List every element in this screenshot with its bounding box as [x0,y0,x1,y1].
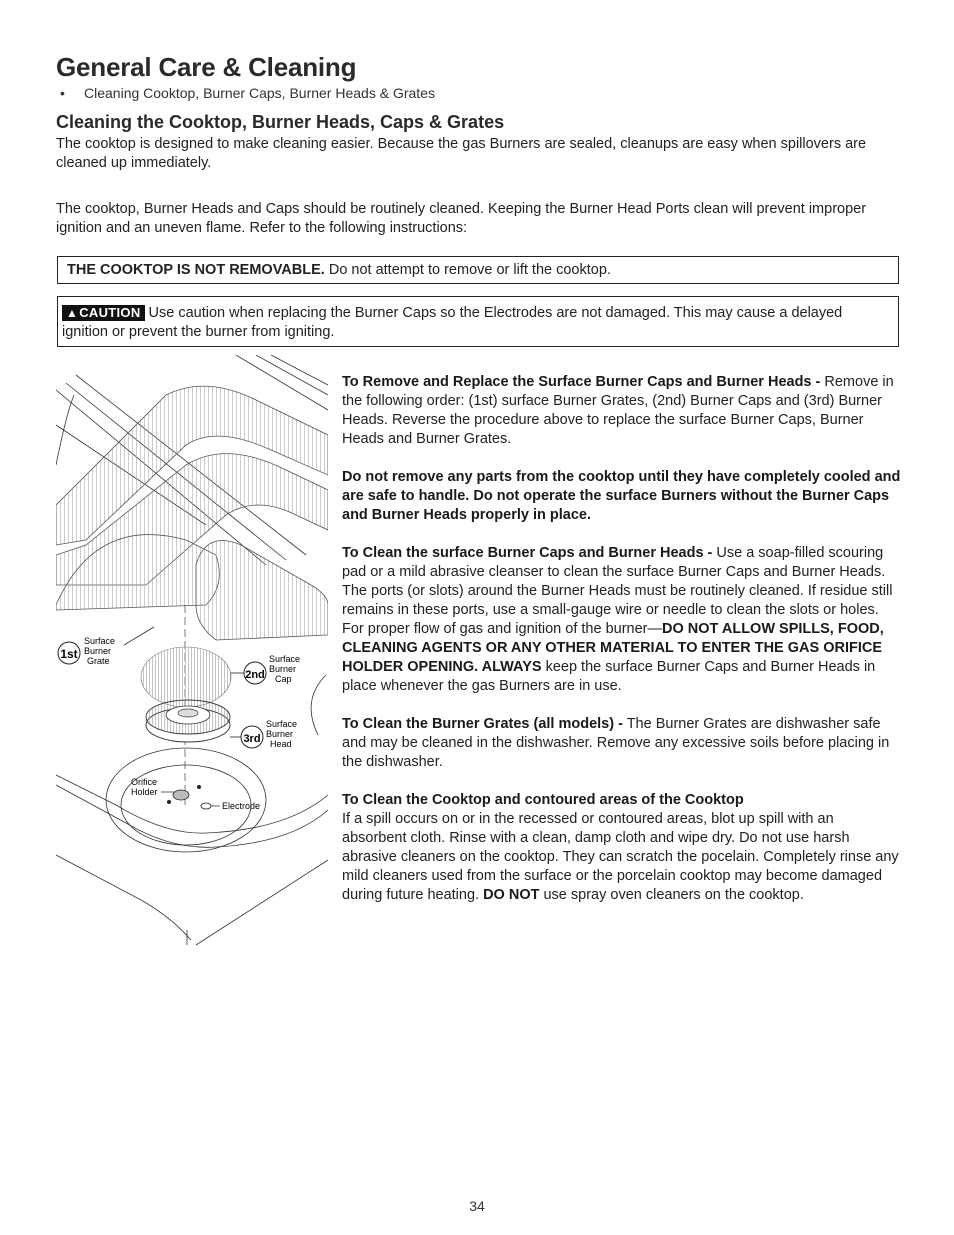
grate-label-2: Burner [84,646,112,656]
caution-notice [57,296,899,347]
clean-cooktop-bold: DO NOT [483,887,540,903]
step-3-label: 3rd [243,733,261,745]
section-title: Cleaning the Cooktop, Burner Heads, Caps & Grates [56,112,505,132]
remove-replace-paragraph [342,373,902,449]
routine-paragraph: The cooktop, Burner Heads and Caps should be routinely cleaned. Keeping the Burner Head Ports clean will prevent improper ignition and an uneven flame. Refer to the following instructions: [56,201,867,236]
orifice-holder [173,790,189,800]
topic-bullet [60,85,435,101]
step-2-label: 2nd [245,669,265,681]
head-label-1: Surface [266,719,298,729]
notice-bold: THE COOKTOP IS NOT REMOVABLE. [67,262,325,278]
clean-caps-bold: DO NOT ALLOW SPILLS, FOOD, CLEANING AGENTS OR ANY OTHER MATERIAL TO ENTER THE GAS ORIFICE HOLDER OPENING. ALWAYS [342,621,884,675]
clean-grates-text: The Burner Grates are dishwasher safe and may be cleaned in the dishwasher. Remove any excessive soils before placing in the dishwasher. [342,716,890,770]
clean-cooktop-title: To Clean the Cooktop and contoured areas of the Cooktop [342,792,744,808]
clean-cooktop-tail: use spray oven cleaners on the cooktop. [539,887,804,903]
step-1-label: 1st [60,647,78,661]
cap-label-1: Surface [269,654,301,664]
clean-grates-paragraph [342,715,902,772]
not-removable-notice [57,256,899,284]
warning-triangle-icon: ▲ [66,306,79,320]
topic-bullet-text: Cleaning Cooktop, Burner Caps, Burner Heads & Grates [84,85,435,101]
clean-cooktop-paragraph [342,791,902,905]
remove-replace-title: To Remove and Replace the Surface Burner Caps and Burner Heads - [342,374,821,390]
burner-well [106,748,266,852]
surface-burner-cap [141,647,231,707]
head-label-3: Head [270,739,292,749]
notice-text: Do not attempt to remove or lift the cooktop. [324,262,611,278]
clean-cooktop-text: If a spill occurs on or in the recessed or contoured areas, blot up spill with an absorbent cloth. Rinse with a clean, damp cloth and wipe dry. Do not use harsh abrasive cleaners on the cooktop. They can scratch the pocelain. Completely rinse any mild cleaners used from the surface or the porcelain cooktop may become damaged during future heating. [342,811,899,903]
electrode-label: Electrode [222,801,261,811]
clean-caps-title: To Clean the surface Burner Caps and Burner Heads - [342,545,713,561]
electrode [201,803,211,809]
remove-replace-text: Remove in the following order: (1st) surface Burner Grates, (2nd) Burner Caps and (3rd) Burner Heads. Reverse the procedure above to replace the surface Burner Caps, Burner Heads and Burner Grates. [342,374,894,447]
grate-label-1: Surface [84,636,116,646]
page-title: General Care & Cleaning [56,52,357,82]
cap-label-3: Cap [275,674,292,684]
cooling-warning-paragraph [342,468,902,525]
caution-text: Use caution when replacing the Burner Caps so the Electrodes are not damaged. This may cause a delayed ignition or prevent the burner from igniting. [62,305,843,340]
burner-assembly-diagram [56,355,328,955]
cooling-warning: Do not remove any parts from the cooktop until they have completely cooled and are safe to handle. Do not operate the surface Burners without the Burner Caps and Burner Heads properly in place. [342,469,901,523]
orifice-label-2: Holder [131,787,158,797]
clean-caps-tail: keep the surface Burner Caps and Burner Heads in place whenever the gas Burners are in use. [342,659,876,694]
clean-caps-text: Use a soap-filled scouring pad or a mild abrasive cleanser to clean the surface Burner Caps and Burner Heads. The ports (or slots) around the Burner Heads must be routinely cleaned. If residue still remains in these ports, use a small-gauge wire or needle to clean the slots or holes. For proper flow of gas and ignition of the burner— [342,545,893,637]
cap-label-2: Burner [269,664,297,674]
clean-grates-title: To Clean the Burner Grates (all models) - [342,716,623,732]
orifice-label-1: Orifice [131,777,158,787]
grate-label-3: Grate [87,656,110,666]
cooktop-edge-lines [56,775,328,945]
page-number: 34 [469,1198,485,1214]
instructions-column [342,373,902,924]
caution-badge-label: CAUTION [79,305,141,320]
clean-caps-paragraph [342,544,902,696]
bullet-marker: • [60,85,65,101]
caution-badge [62,305,145,321]
head-label-2: Burner [266,729,294,739]
surface-burner-head [146,700,230,742]
intro-paragraph: The cooktop is designed to make cleaning easier. Because the gas Burners are sealed, cleanups are easy when spillovers are cleaned up immediately. [56,136,867,171]
